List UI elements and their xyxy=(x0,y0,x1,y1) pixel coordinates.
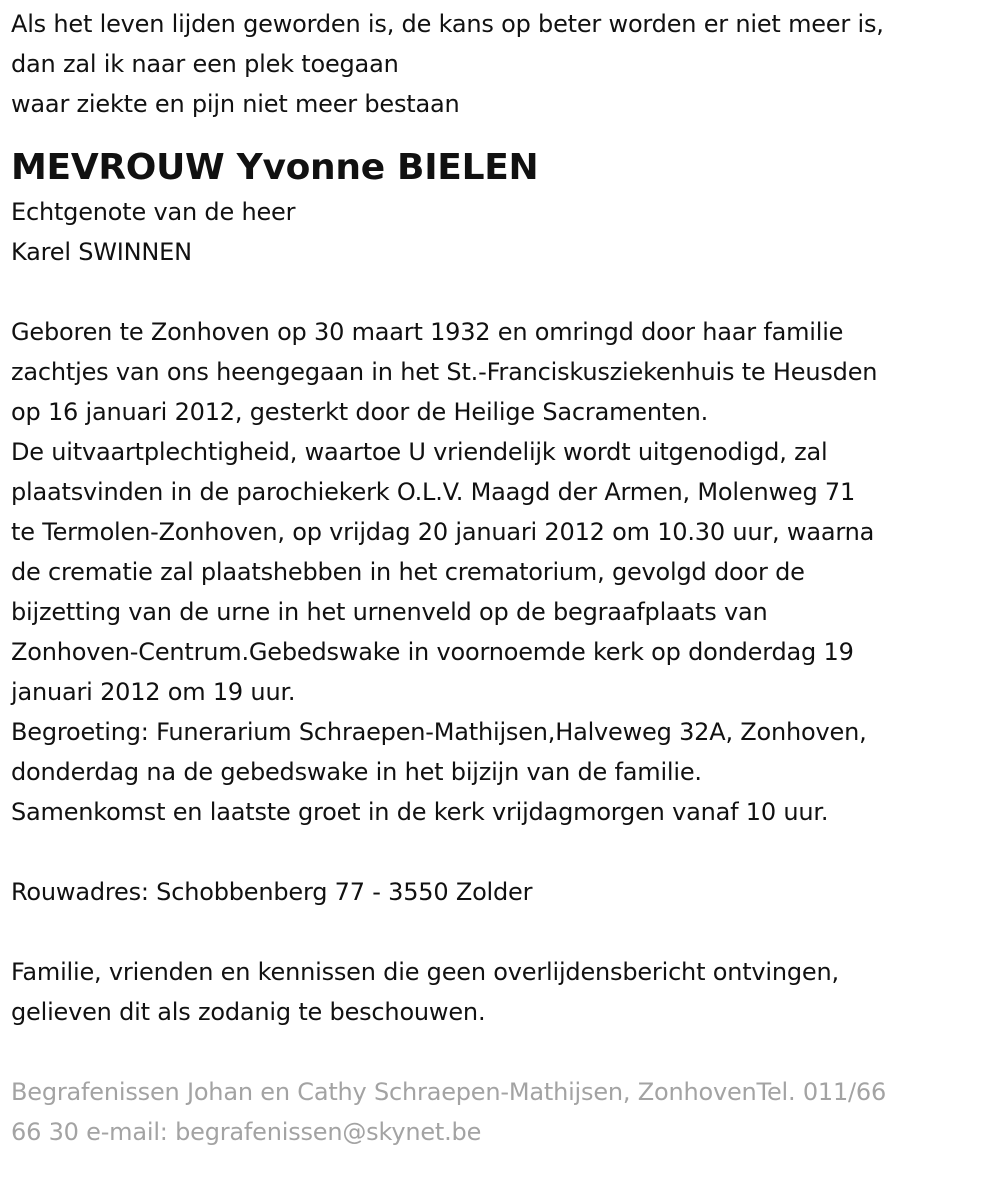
body-line-7: de crematie zal plaatshebben in het crematorium, gevolgd door de xyxy=(11,558,805,586)
body-line-11: Begroeting: Funerarium Schraepen-Mathijsen,Halveweg 32A, Zonhoven, xyxy=(11,718,867,746)
body-line-2: zachtjes van ons heengegaan in het St.-Franciskusziekenhuis te Heusden xyxy=(11,358,878,386)
notice xyxy=(11,952,1000,1032)
body-line-1: Geboren te Zonhoven op 30 maart 1932 en omringd door haar familie xyxy=(11,318,844,346)
obituary-body xyxy=(11,312,1000,832)
motto-poem xyxy=(11,4,1000,124)
spacer xyxy=(11,1032,1000,1072)
body-line-3: op 16 januari 2012, gesterkt door de Heilige Sacramenten. xyxy=(11,398,709,426)
body-line-12: donderdag na de gebedswake in het bijzijn van de familie. xyxy=(11,758,702,786)
funeral-home-footer xyxy=(11,1072,1000,1152)
body-line-8: bijzetting van de urne in het urnenveld op de begraafplaats van xyxy=(11,598,768,626)
spouse-line-1: Echtgenote van de heer xyxy=(11,198,296,226)
notice-line-2: gelieven dit als zodanig te beschouwen. xyxy=(11,998,486,1026)
deceased-name: MEVROUW Yvonne BIELEN xyxy=(11,147,539,188)
footer-line-2: 66 30 e-mail: begrafenissen@skynet.be xyxy=(11,1118,482,1146)
mourning-address: Rouwadres: Schobbenberg 77 - 3550 Zolder xyxy=(11,878,533,906)
footer-line-1: Begrafenissen Johan en Cathy Schraepen-Mathijsen, ZonhovenTel. 011/66 xyxy=(11,1078,887,1106)
body-line-4: De uitvaartplechtigheid, waartoe U vriendelijk wordt uitgenodigd, zal xyxy=(11,438,828,466)
motto-line-1: Als het leven lijden geworden is, de kans op beter worden er niet meer is, xyxy=(11,10,884,38)
body-line-6: te Termolen-Zonhoven, op vrijdag 20 januari 2012 om 10.30 uur, waarna xyxy=(11,518,875,546)
spouse-info xyxy=(11,192,1000,272)
spacer xyxy=(11,272,1000,312)
spouse-line-2: Karel SWINNEN xyxy=(11,238,192,266)
body-line-9: Zonhoven-Centrum.Gebedswake in voornoemde kerk op donderdag 19 xyxy=(11,638,854,666)
motto-line-3: waar ziekte en pijn niet meer bestaan xyxy=(11,90,460,118)
spacer xyxy=(11,832,1000,872)
body-line-13: Samenkomst en laatste groet in de kerk vrijdagmorgen vanaf 10 uur. xyxy=(11,798,829,826)
spacer xyxy=(11,912,1000,952)
notice-line-1: Familie, vrienden en kennissen die geen overlijdensbericht ontvingen, xyxy=(11,958,839,986)
body-line-5: plaatsvinden in de parochiekerk O.L.V. Maagd der Armen, Molenweg 71 xyxy=(11,478,856,506)
motto-line-2: dan zal ik naar een plek toegaan xyxy=(11,50,399,78)
body-line-10: januari 2012 om 19 uur. xyxy=(11,678,296,706)
